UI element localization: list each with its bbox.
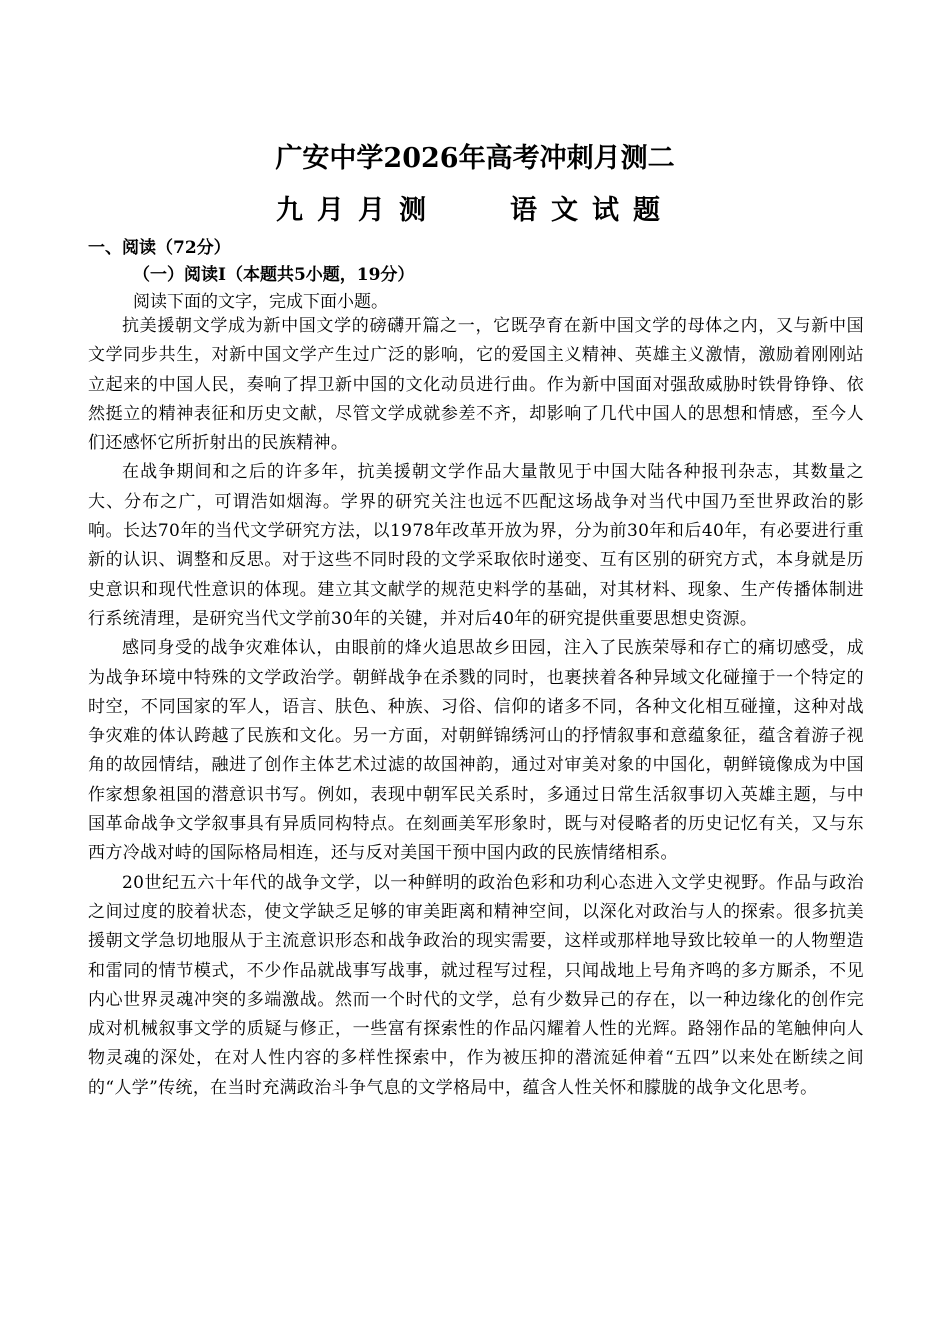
- passage-paragraph-3: 感同身受的战争灾难体认，由眼前的烽火追思故乡田园，注入了民族荣辱和存亡的痛切感受，成为战争环境中特殊的文学政治学。朝鲜战争在杀戮的同时，也裹挟着各种异域文化碰撞于一个特定的时空，不同国家的军人，语言、肤色、种族、习俗、信仰的诸多不同，各种文化相互碰撞，这种对战争灾难的体认跨越了民族和文化。另一方面，对朝鲜锦绣河山的抒情叙事和意蕴象征，蕴含着游子视角的故园情结，融进了创作主体艺术过滤的故国神韵，通过对审美对象的中国化，朝鲜镜像成为中国作家想象祖国的潜意识书写。例如，表现中朝军民关系时，多通过日常生活叙事切入英雄主题，与中国革命战争文学叙事具有异质同构特点。在刻画美军形象时，既与对侵略者的历史记忆有关，又与东西方冷战对峙的国际格局相连，还与反对美国干预中国内政的民族情绪相系。: [88, 638, 864, 864]
- subtitle-month: 九月月测: [276, 195, 440, 226]
- reading-passage: [88, 312, 864, 1103]
- subsection-heading: （一）阅读I（本题共5小题，19分）: [133, 265, 415, 285]
- subtitle-subject: 语文试题: [510, 195, 674, 226]
- passage-paragraph-4: 20世纪五六十年代的战争文学，以一种鲜明的政治色彩和功利心态进入文学史视野。作品与政治之间过度的胶着状态，使文学缺乏足够的审美距离和精神空间，以深化对政治与人的探索。很多抗美援朝文学急切地服从于主流意识形态和战争政治的现实需要，这样或那样地导致比较单一的人物塑造和雷同的情节模式，不少作品就战事写战事，就过程写过程，只闻战地上号角齐鸣的多方厮杀，不见内心世界灵魂冲突的多端激战。然而一个时代的文学，总有少数异己的存在，以一种边缘化的创作完成对机械叙事文学的质疑与修正，一些富有探索性的作品闪耀着人性的光辉。路翎作品的笔触伸向人物灵魂的深处，在对人性内容的多样性探索中，作为被压抑的潜流延伸着“五四”以来处在断续之间的“人学”传统，在当时充满政治斗争气息的文学格局中，蕴含人性关怀和朦胧的战争文化思考。: [88, 872, 864, 1098]
- exam-subtitle: [0, 188, 950, 227]
- passage-paragraph-1: 抗美援朝文学成为新中国文学的磅礴开篇之一，它既孕育在新中国文学的母体之内，又与新中国文学同步共生，对新中国文学产生过广泛的影响，它的爱国主义精神、英雄主义激情，激励着刚刚站立起来的中国人民，奏响了捍卫新中国的文化动员进行曲。作为新中国面对强敌威胁时铁骨铮铮、依然挺立的精神表征和历史文献，尽管文学成就参差不齐，却影响了几代中国人的思想和情感，至今人们还感怀它所折射出的民族精神。: [88, 316, 864, 454]
- section-heading: 一、阅读（72分）: [88, 238, 231, 258]
- passage-paragraph-2: 在战争期间和之后的许多年，抗美援朝文学作品大量散见于中国大陆各种报刊杂志，其数量之大、分布之广，可谓浩如烟海。学界的研究关注也远不匹配这场战争对当代中国乃至世界政治的影响。长达70年的当代文学研究方法，以1978年改革开放为界，分为前30年和后40年，有必要进行重新的认识、调整和反思。对于这些不同时段的文学采取依时递变、互有区别的研究方式，本身就是历史意识和现代性意识的体现。建立其文献学的规范史料学的基础，对其材料、现象、生产传播体制进行系统清理，是研究当代文学前30年的关键，并对后40年的研究提供重要思想史资源。: [88, 462, 864, 629]
- exam-title: 广安中学2026年高考冲刺月测二: [275, 143, 675, 174]
- reading-instruction: 阅读下面的文字，完成下面小题。: [133, 292, 388, 312]
